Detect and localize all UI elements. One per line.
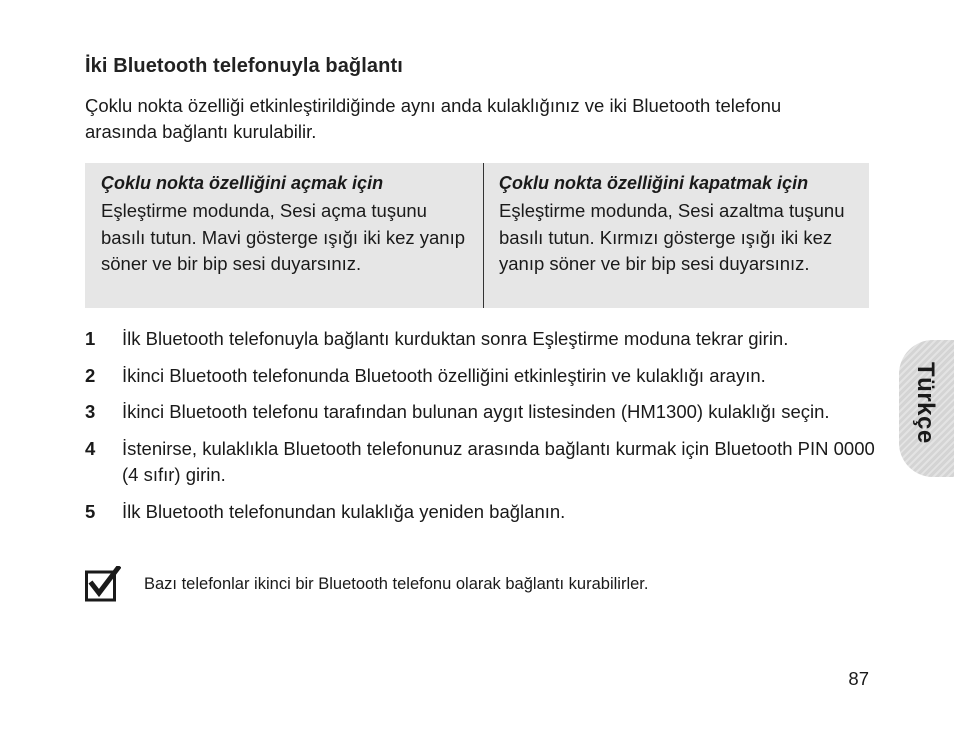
table-column-disable [483, 163, 869, 308]
list-item [85, 399, 875, 426]
note-text: Bazı telefonlar ikinci bir Bluetooth telefonu olarak bağlantı kurabilirler. [144, 575, 649, 593]
checkbox-check-icon [85, 566, 121, 602]
list-item [85, 326, 875, 353]
list-item [85, 499, 875, 526]
multipoint-table [85, 163, 869, 308]
step-text: İlk Bluetooth telefonundan kulaklığa yeniden bağlanın. [122, 500, 566, 522]
step-text: İkinci Bluetooth telefonunda Bluetooth özelliğini etkinleştirin ve kulaklığı arayın. [122, 364, 766, 386]
column-body: Eşleştirme modunda, Sesi açma tuşunu basılı tutun. Mavi gösterge ışığı iki kez yanıp söner ve bir bip sesi duyarsınız. [101, 200, 466, 274]
column-body: Eşleştirme modunda, Sesi azaltma tuşunu basılı tutun. Kırmızı gösterge ışığı iki kez yanıp söner ve bir bip sesi duyarsınız. [499, 200, 845, 274]
note [85, 566, 648, 602]
list-item [85, 436, 875, 489]
step-number: 3 [85, 401, 96, 422]
step-number: 1 [85, 328, 96, 349]
step-number: 5 [85, 500, 96, 522]
step-text: İstenirse, kulaklıkla Bluetooth telefonunuz arasında bağlantı kurmak için Bluetooth PIN 0000 (4 sıfır) girin. [122, 437, 875, 485]
column-title: Çoklu nokta özelliğini kapatmak için [499, 173, 809, 193]
step-number: 2 [85, 364, 96, 386]
table-column-enable [85, 163, 483, 308]
step-number: 4 [85, 437, 96, 459]
language-tab [899, 340, 954, 477]
column-title: Çoklu nokta özelliğini açmak için [101, 173, 384, 193]
step-text: İkinci Bluetooth telefonu tarafından bulunan aygıt listesinden (HM1300) kulaklığı seçin. [122, 401, 830, 422]
list-item [85, 363, 875, 390]
page-number: 87 [848, 668, 869, 689]
language-tab-label: Türkçe [912, 362, 939, 444]
step-list [85, 326, 875, 535]
step-text: İlk Bluetooth telefonuyla bağlantı kurduktan sonra Eşleştirme moduna tekrar girin. [122, 328, 789, 349]
section-title: İki Bluetooth telefonuyla bağlantı [85, 55, 403, 77]
intro-paragraph: Çoklu nokta özelliği etkinleştirildiğinde aynı anda kulaklığınız ve iki Bluetooth telefonu arasında bağlantı kurulabilir. [85, 95, 782, 142]
